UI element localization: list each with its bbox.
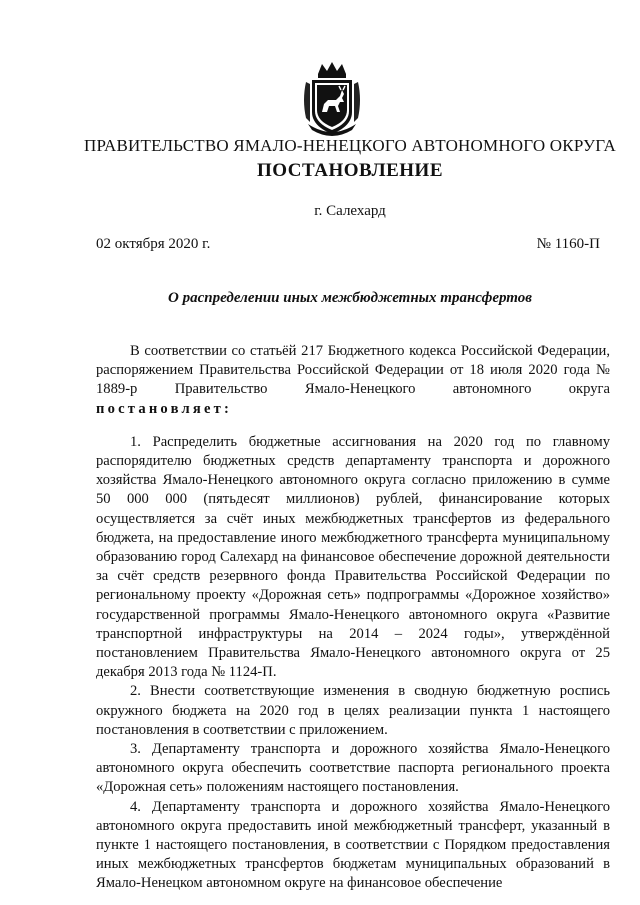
document-body — [96, 342, 610, 894]
preamble — [96, 342, 610, 419]
preamble-text: В соответствии со статьёй 217 Бюджетного кодекса Российской Федерации, распоряжением Правительства Российской Федерации от 18 июля 2020 года № 1889-р Правительство Ямало-Ненецкого автономного округа — [96, 343, 610, 398]
paragraph-3: 3. Департаменту транспорта и дорожного хозяйства Ямало-Ненецкого автономного округа обеспечить соответствие паспорта регионального проекта «Дорожная сеть» положениям настоящего постановления. — [96, 741, 610, 796]
paragraph-1: 1. Распределить бюджетные ассигнования на 2020 год по главному распорядителю бюджетных средств департаменту транспорта и дорожного хозяйства Ямало-Ненецкого автономного округа согласно приложению в сумме 50 000 000 (пятьдесят миллионов) рублей, финансирование которых осуществляется за счёт иных межбюджетных трансфертов из федерального бюджета, на предоставление иного межбюджетного трансферта муниципальному образованию город Салехард на финансовое обеспечение дорожной деятельности за счёт средств резервного фонда Правительства Российской Федерации по региональному проекту «Дорожная сеть» подпрограммы «Дорожное хозяйство» государственной программы Ямало-Ненецкого автономного округа «Развитие транспортной инфраструктуры на 2014 – 2024 годы», утверждённой постановлением Правительства Ямало-Ненецкого автономного округа от 25 декабря 2013 года № 1124-П. — [96, 433, 610, 681]
document-subject: О распределении иных межбюджетных трансфертов — [168, 290, 532, 306]
paragraph-4: 4. Департаменту транспорта и дорожного хозяйства Ямало-Ненецкого автономного округа предоставить иной межбюджетный трансферт, указанный в пункте 1 настоящего постановления, в соответствии с Порядком предоставления иных межбюджетных трансфертов бюджетам муниципальных образований в Ямало-Ненецком автономном округе на финансовое обеспечение — [96, 798, 610, 892]
issue-city: г. Салехард — [314, 203, 386, 219]
issue-date: 02 октября 2020 г. — [96, 236, 211, 252]
document-number: № 1160-П — [536, 236, 600, 252]
organization-title: ПРАВИТЕЛЬСТВО ЯМАЛО-НЕНЕЦКОГО АВТОНОМНОГО ОКРУГА — [84, 136, 616, 155]
document-type: ПОСТАНОВЛЕНИЕ — [256, 160, 444, 181]
resolve-word: постановляет: — [96, 400, 233, 417]
paragraph-2: 2. Внести соответствующие изменения в сводную бюджетную роспись окружного бюджета на 2020 год в целях реализации пункта 1 настоящего постановления в соответствии с приложением. — [96, 683, 610, 738]
coat-of-arms-icon — [300, 60, 364, 142]
